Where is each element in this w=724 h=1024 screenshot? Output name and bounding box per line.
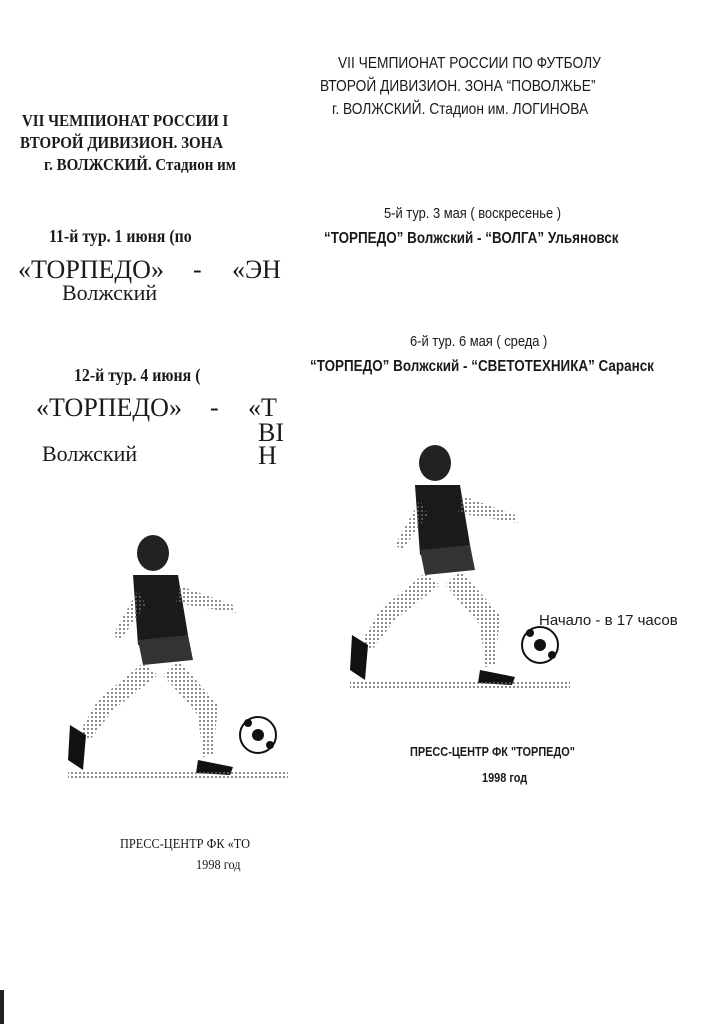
round11-header: 11-й тур. 1 июня (по: [49, 226, 192, 246]
round11-away: «ЭН: [232, 255, 281, 284]
footballer-illustration: [340, 445, 580, 705]
match-2-fixture: “ТОРПЕДО” Волжский - “СВЕТОТЕХНИКА” Саранск: [310, 358, 654, 375]
left-year: 1998 год: [196, 858, 241, 873]
round11-home: «ТОРПЕДО»: [18, 255, 164, 284]
scan-edge-mark: [0, 990, 4, 1024]
right-title-line-3: г. ВОЛЖСКИЙ. Стадион им. ЛОГИНОВА: [332, 101, 589, 118]
right-press-center: ПРЕСС-ЦЕНТР ФК "ТОРПЕДО": [410, 744, 575, 759]
right-title-line-2: ВТОРОЙ ДИВИЗИОН. ЗОНА “ПОВОЛЖЬЕ”: [320, 78, 596, 95]
round11-dash: -: [193, 255, 202, 284]
left-title-line-1: VII ЧЕМПИОНАТ РОССИИ I: [22, 111, 229, 130]
round12-away-line3: Н: [258, 441, 277, 470]
round11-home-city: Волжский: [62, 280, 158, 305]
match-2-round: 6-й тур. 6 мая ( среда ): [410, 333, 548, 350]
round12-away-line2: ВІ: [258, 418, 284, 447]
left-title-line-2: ВТОРОЙ ДИВИЗИОН. ЗОНА: [20, 133, 224, 152]
round12-header: 12-й тур. 4 июня (: [74, 365, 201, 385]
left-press-center: ПРЕСС-ЦЕНТР ФК «ТО: [120, 837, 251, 852]
kickoff-time: Начало - в 17 часов: [539, 612, 678, 629]
right-title-line-1: VII ЧЕМПИОНАТ РОССИИ ПО ФУТБОЛУ: [338, 55, 601, 72]
footballer-illustration: [58, 535, 298, 795]
left-title-line-3: г. ВОЛЖСКИЙ. Стадион им: [44, 155, 236, 174]
match-1-round: 5-й тур. 3 мая ( воскресенье ): [384, 205, 562, 222]
left-program-page: [0, 0, 284, 1024]
round12-away: «Т: [248, 393, 277, 422]
round12-dash: -: [210, 393, 219, 422]
right-program-page: [280, 0, 724, 1024]
match-1-fixture: “ТОРПЕДО” Волжский - “ВОЛГА” Ульяновск: [324, 230, 619, 247]
right-year: 1998 год: [482, 770, 528, 785]
round12-home-city: Волжский: [42, 441, 138, 466]
round12-home: «ТОРПЕДО»: [36, 393, 182, 422]
